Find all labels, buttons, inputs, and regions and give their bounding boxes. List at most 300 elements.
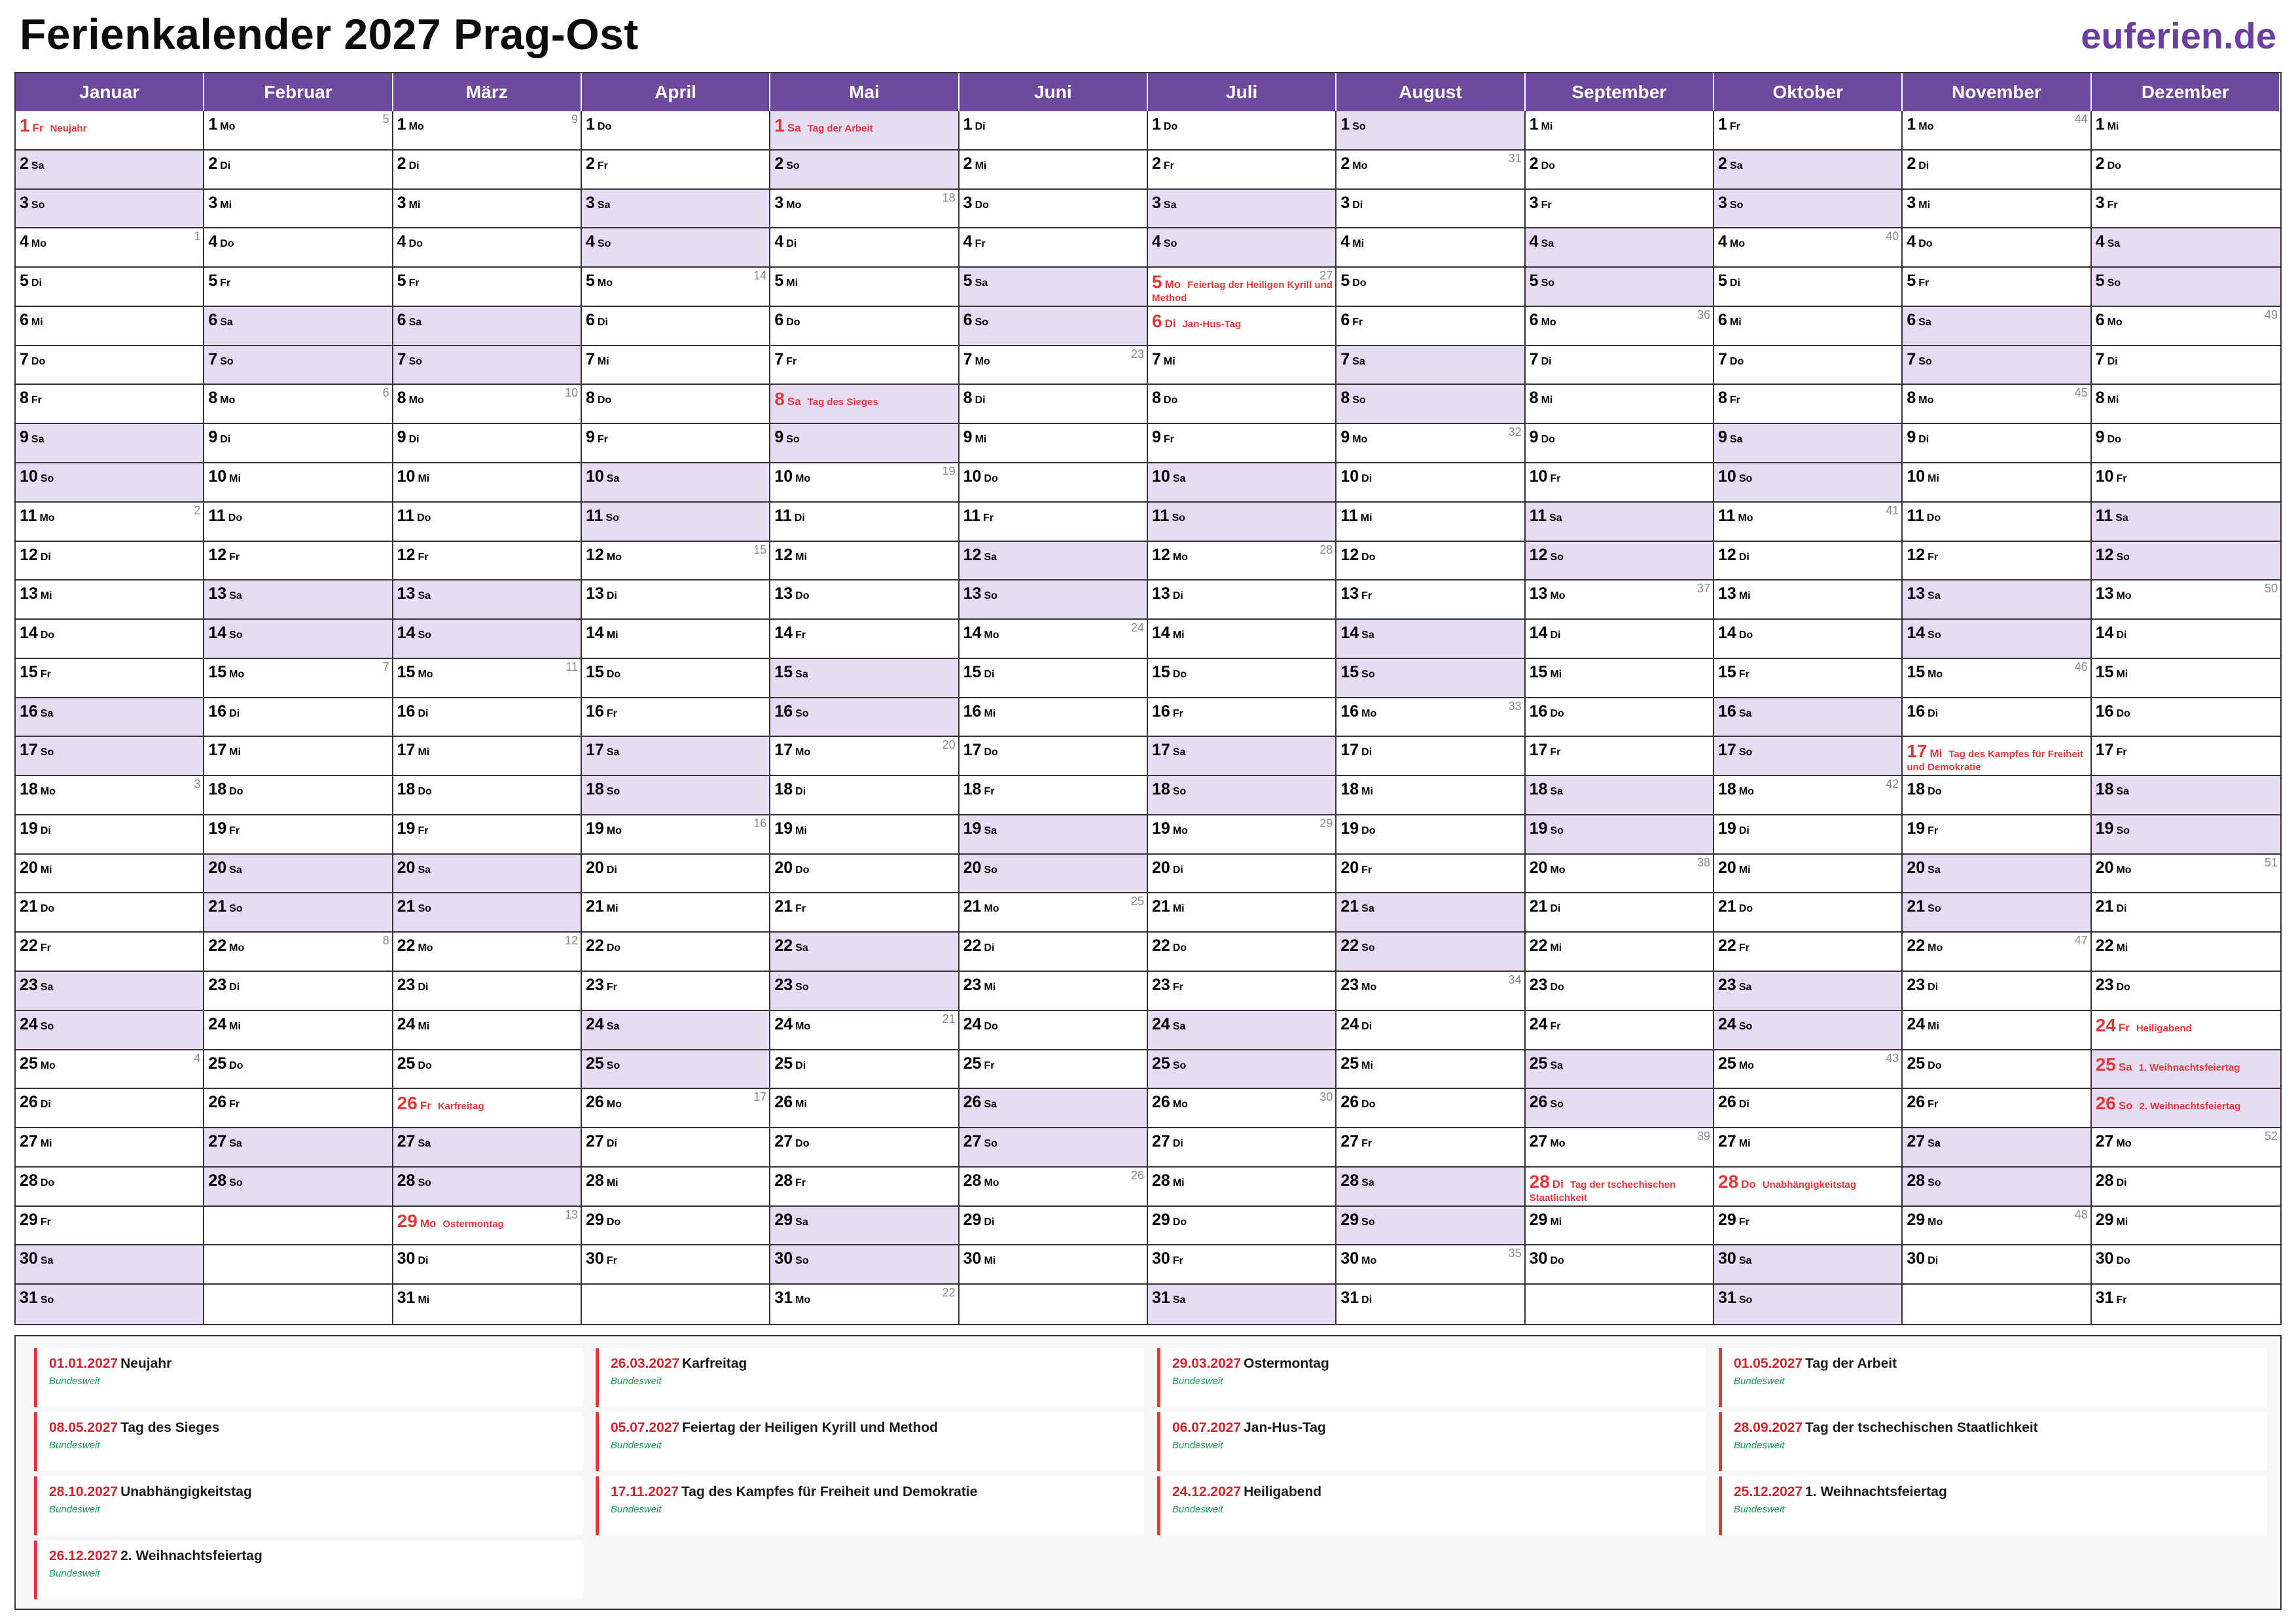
day-cell — [582, 190, 770, 229]
weekday-label: Do — [1928, 1060, 1942, 1071]
weekday-label: So — [2116, 825, 2130, 836]
weekday-label: Sa — [31, 434, 45, 446]
day-cell — [2092, 1168, 2280, 1207]
weekday-label: Mo — [1361, 1255, 1377, 1267]
day-number: 17 — [963, 741, 982, 760]
week-number: 12 — [564, 934, 578, 948]
day-cell — [1903, 190, 2091, 229]
day-cell — [1714, 1011, 1903, 1050]
month-header: Mai — [770, 73, 959, 111]
weekday-label: Fr — [1729, 395, 1740, 406]
day-cell — [1903, 1207, 2091, 1246]
weekday-label: Fr — [984, 786, 995, 798]
day-cell — [582, 228, 770, 268]
weekday-label: Do — [1550, 707, 1564, 719]
day-cell — [1526, 933, 1714, 972]
day-number: 3 — [586, 193, 595, 212]
day-number: 7 — [1718, 349, 1727, 368]
day-number: 13 — [20, 584, 38, 603]
day-cell — [16, 268, 204, 307]
day-number: 10 — [1340, 467, 1359, 486]
weekday-label: So — [1738, 1294, 1753, 1306]
weekday-label: Mi — [418, 747, 430, 758]
weekday-label: Fr — [2116, 1294, 2127, 1306]
day-cell — [393, 190, 582, 229]
day-cell — [582, 1089, 770, 1128]
weekday-label: Fr — [1361, 1138, 1372, 1150]
day-cell — [1336, 972, 1525, 1011]
day-cell — [582, 463, 770, 503]
weekday-label: Mo — [786, 199, 802, 211]
holiday-region: Bundesweit — [611, 1376, 662, 1387]
day-cell — [770, 893, 959, 933]
weekday-label: Mo — [40, 1060, 56, 1071]
day-number: 16 — [2095, 702, 2114, 721]
holiday-label: 2. Weihnachtsfeiertag — [2139, 1101, 2241, 1113]
holiday-name: Feiertag der Heiligen Kyrill und Method — [682, 1420, 938, 1435]
day-cell — [1526, 424, 1714, 463]
day-cell — [1903, 580, 2091, 620]
day-cell — [1336, 737, 1525, 776]
weekday-label: Mi — [418, 1020, 430, 1032]
weekday-label: Sa — [984, 551, 997, 563]
day-cell — [204, 620, 393, 659]
day-number: 30 — [397, 1249, 416, 1268]
day-cell — [1714, 190, 1903, 229]
day-number: 11 — [963, 506, 981, 525]
day-number: 8 — [1340, 389, 1350, 408]
day-cell — [960, 307, 1148, 346]
weekday-label: Mi — [984, 982, 996, 993]
weekday-label: Do — [417, 512, 431, 524]
day-cell — [582, 1128, 770, 1168]
day-number: 21 — [586, 897, 604, 916]
day-number: 3 — [208, 193, 218, 212]
weekday-label: Di — [1738, 551, 1749, 563]
day-number: 16 — [774, 702, 793, 721]
weekday-label: Do — [1918, 238, 1933, 250]
day-number: 22 — [963, 936, 982, 955]
weekday-label: Fr — [229, 825, 240, 836]
day-number: 16 — [1718, 702, 1736, 721]
weekday-label: Di — [220, 160, 231, 171]
week-number: 34 — [1508, 973, 1522, 987]
day-number: 8 — [208, 389, 218, 408]
day-number: 21 — [397, 897, 416, 916]
holiday-date: 25.12.2027 — [1734, 1484, 1803, 1499]
weekday-label: Mi — [795, 1099, 807, 1111]
day-number: 16 — [1152, 702, 1170, 721]
week-number: 1 — [194, 230, 201, 243]
day-cell — [204, 893, 393, 933]
weekday-label: Fr — [1918, 277, 1929, 289]
day-cell — [1714, 776, 1903, 815]
day-number: 29 — [963, 1210, 982, 1229]
brand-logo[interactable]: euferien.de — [2081, 15, 2276, 56]
day-number: 30 — [2095, 1249, 2114, 1268]
week-number: 39 — [1696, 1130, 1710, 1143]
day-number: 19 — [1907, 819, 1926, 838]
day-number: 6 — [1718, 310, 1727, 329]
weekday-label: Di — [408, 160, 420, 171]
weekday-label: Sa — [1928, 864, 1941, 876]
week-number: 17 — [753, 1090, 767, 1104]
day-cell — [1526, 151, 1714, 190]
weekday-label: Mo — [1928, 942, 1943, 954]
day-cell — [16, 111, 204, 151]
day-cell — [582, 580, 770, 620]
day-cell — [960, 151, 1148, 190]
weekday-label: Mo — [606, 1099, 622, 1111]
weekday-label: Sa — [1352, 355, 1365, 367]
day-cell — [582, 893, 770, 933]
day-cell — [770, 111, 959, 151]
holiday-region: Bundesweit — [1734, 1440, 1785, 1451]
weekday-label: Fr — [1550, 1020, 1561, 1032]
weekday-label: Mi — [1929, 747, 1943, 760]
week-number: 52 — [2264, 1130, 2278, 1143]
holiday-item — [596, 1348, 1144, 1407]
day-cell — [1714, 1050, 1903, 1090]
day-cell — [1336, 463, 1525, 503]
holiday-item — [34, 1412, 583, 1471]
day-number: 26 — [397, 1093, 418, 1114]
day-cell — [16, 503, 204, 542]
day-number: 19 — [1718, 819, 1736, 838]
day-number: 3 — [774, 193, 784, 212]
day-cell — [204, 972, 393, 1011]
day-number: 7 — [586, 349, 595, 368]
day-cell — [582, 659, 770, 698]
day-cell — [1903, 385, 2091, 424]
day-cell — [582, 111, 770, 151]
day-number: 27 — [1152, 1132, 1170, 1151]
day-cell — [393, 1207, 582, 1246]
day-number: 30 — [774, 1249, 793, 1268]
weekday-label: Do — [597, 121, 612, 132]
day-cell — [1903, 815, 2091, 855]
day-cell — [393, 737, 582, 776]
weekday-label: Fr — [795, 630, 806, 641]
day-cell — [1526, 1011, 1714, 1050]
day-cell — [1336, 307, 1525, 346]
day-cell — [960, 503, 1148, 542]
holiday-region: Bundesweit — [1172, 1376, 1223, 1387]
day-number: 16 — [1529, 702, 1548, 721]
day-cell — [204, 698, 393, 738]
weekday-label: So — [418, 1177, 431, 1188]
weekday-label: Di — [418, 1255, 429, 1267]
weekday-label: Mo — [1738, 512, 1753, 524]
day-number: 25 — [1907, 1054, 1926, 1073]
weekday-label: Do — [1163, 121, 1178, 132]
day-number: 4 — [586, 232, 595, 251]
day-number: 30 — [586, 1249, 604, 1268]
holiday-label: Ostermontag — [442, 1218, 504, 1230]
day-number: 22 — [397, 936, 416, 955]
day-number: 25 — [586, 1054, 604, 1073]
weekday-label: Fr — [597, 160, 608, 171]
weekday-label: Mo — [606, 825, 622, 836]
day-cell — [204, 346, 393, 385]
weekday-label: Mi — [418, 473, 430, 484]
day-number: 19 — [208, 819, 227, 838]
weekday-label: So — [1738, 1020, 1753, 1032]
day-number: 26 — [1529, 1093, 1548, 1112]
day-number: 26 — [20, 1093, 38, 1112]
weekday-label: So — [786, 434, 800, 446]
day-number: 5 — [1718, 272, 1727, 291]
weekday-label: So — [1352, 395, 1366, 406]
day-number: 14 — [397, 624, 416, 643]
empty-day-cell — [204, 1245, 393, 1285]
day-cell — [960, 815, 1148, 855]
holiday-date: 01.05.2027 — [1734, 1356, 1803, 1371]
day-cell — [582, 1050, 770, 1090]
holiday-name: Jan-Hus-Tag — [1244, 1420, 1326, 1435]
month-header: Dezember — [2092, 73, 2280, 111]
day-cell — [1148, 659, 1336, 698]
holiday-label: Heiligabend — [2136, 1022, 2192, 1034]
weekday-label: Di — [220, 434, 231, 446]
day-cell — [1714, 855, 1903, 894]
day-cell — [1148, 1011, 1336, 1050]
holiday-date: 08.05.2027 — [49, 1420, 118, 1435]
day-number: 24 — [397, 1014, 416, 1033]
weekday-label: Di — [40, 825, 51, 836]
day-cell — [1714, 228, 1903, 268]
day-cell — [204, 385, 393, 424]
day-number: 13 — [1152, 584, 1170, 603]
day-number: 9 — [1340, 428, 1350, 447]
day-cell — [1336, 698, 1525, 738]
day-number: 15 — [1529, 662, 1548, 681]
day-cell — [582, 972, 770, 1011]
day-cell — [960, 620, 1148, 659]
weekday-label: Mo — [39, 512, 55, 524]
day-cell — [204, 424, 393, 463]
weekday-label: Do — [40, 630, 55, 641]
day-cell — [204, 503, 393, 542]
weekday-label: So — [795, 1255, 809, 1267]
weekday-label: Di — [795, 786, 806, 798]
weekday-label: Mi — [1352, 238, 1365, 250]
day-number: 17 — [586, 741, 604, 760]
month-header: März — [393, 73, 582, 111]
day-cell — [582, 737, 770, 776]
day-cell — [770, 1050, 959, 1090]
weekday-label: So — [984, 864, 997, 876]
week-number: 41 — [1886, 503, 1899, 517]
weekday-label: Mo — [2116, 1138, 2132, 1150]
day-number: 24 — [2095, 1014, 2116, 1035]
holiday-label: Jan-Hus-Tag — [1182, 318, 1242, 330]
day-cell — [2092, 151, 2280, 190]
weekday-label: Sa — [418, 590, 431, 602]
day-number: 24 — [1718, 1014, 1736, 1033]
weekday-label: Mi — [229, 747, 241, 758]
day-number: 15 — [774, 662, 793, 681]
day-number: 25 — [774, 1054, 793, 1073]
day-number: 2 — [1340, 154, 1350, 173]
month-header: April — [582, 73, 770, 111]
day-cell — [1526, 1245, 1714, 1285]
day-cell — [2092, 503, 2280, 542]
weekday-label: Di — [31, 277, 42, 289]
day-cell — [1336, 776, 1525, 815]
weekday-label: So — [229, 1177, 243, 1188]
week-number: 30 — [1319, 1090, 1333, 1104]
weekday-label: So — [605, 512, 619, 524]
week-number: 5 — [382, 113, 389, 126]
weekday-label: Mo — [1361, 982, 1377, 993]
day-number: 25 — [2095, 1054, 2116, 1075]
weekday-label: Do — [1541, 160, 1555, 171]
day-cell — [1148, 151, 1336, 190]
day-cell — [1903, 659, 2091, 698]
day-number: 15 — [2095, 662, 2114, 681]
day-number: 31 — [2095, 1289, 2114, 1308]
day-cell — [770, 620, 959, 659]
day-number: 2 — [774, 154, 784, 173]
weekday-label: Mo — [1172, 825, 1188, 836]
day-number: 19 — [1340, 819, 1359, 838]
weekday-label: Do — [795, 1138, 810, 1150]
day-number: 14 — [774, 624, 793, 643]
weekday-label: Do — [1172, 668, 1187, 680]
day-cell — [16, 698, 204, 738]
day-cell — [393, 424, 582, 463]
day-cell — [960, 424, 1148, 463]
weekday-label: Mo — [220, 121, 236, 132]
day-number: 29 — [1907, 1210, 1926, 1229]
day-cell — [582, 815, 770, 855]
weekday-label: So — [1550, 825, 1564, 836]
weekday-label: So — [40, 1294, 54, 1306]
day-number: 2 — [397, 154, 406, 173]
weekday-label: Mo — [408, 121, 424, 132]
day-number: 15 — [963, 662, 982, 681]
day-cell — [393, 503, 582, 542]
holiday-label: Feiertag der Heiligen Kyrill und Method — [1152, 279, 1333, 304]
week-number: 42 — [1886, 777, 1899, 791]
weekday-label: Di — [794, 512, 805, 524]
day-cell — [582, 776, 770, 815]
day-number: 19 — [586, 819, 604, 838]
weekday-label: Do — [1550, 1255, 1564, 1267]
day-cell — [1526, 111, 1714, 151]
day-number: 8 — [586, 389, 595, 408]
day-cell — [1336, 1168, 1525, 1207]
weekday-label: Mi — [408, 199, 421, 211]
day-number: 7 — [1529, 349, 1539, 368]
weekday-label: So — [795, 707, 809, 719]
day-number: 22 — [2095, 936, 2114, 955]
day-number: 22 — [1152, 936, 1170, 955]
day-cell — [1148, 190, 1336, 229]
day-cell — [1714, 542, 1903, 581]
weekday-label: Di — [1729, 277, 1740, 289]
weekday-label: So — [975, 316, 989, 328]
day-number: 1 — [208, 115, 218, 134]
weekday-label: Fr — [1541, 199, 1552, 211]
day-number: 31 — [774, 1289, 793, 1308]
day-number: 23 — [397, 976, 416, 995]
day-number: 20 — [586, 858, 604, 877]
day-number: 31 — [1340, 1289, 1359, 1308]
day-cell — [2092, 1089, 2280, 1128]
day-cell — [16, 580, 204, 620]
weekday-label: Di — [1550, 630, 1561, 641]
weekday-label: Di — [984, 942, 995, 954]
day-number: 18 — [963, 780, 982, 799]
day-number: 22 — [774, 936, 793, 955]
day-number: 23 — [2095, 976, 2114, 995]
day-cell — [1714, 1089, 1903, 1128]
holiday-region: Bundesweit — [1172, 1440, 1223, 1451]
day-number: 3 — [1152, 193, 1161, 212]
weekday-label: Mi — [2116, 668, 2128, 680]
day-number: 25 — [397, 1054, 416, 1073]
weekday-label: Mo — [1928, 1216, 1943, 1228]
day-number: 30 — [1152, 1249, 1170, 1268]
weekday-label: Fr — [1361, 590, 1372, 602]
weekday-label: Mi — [984, 1255, 996, 1267]
day-cell — [960, 228, 1148, 268]
day-cell — [1526, 190, 1714, 229]
day-number: 17 — [1152, 741, 1170, 760]
day-cell — [1714, 893, 1903, 933]
day-number: 28 — [20, 1171, 38, 1190]
weekday-label: Sa — [40, 1255, 54, 1267]
weekday-label: Mo — [1738, 1060, 1754, 1071]
week-number: 45 — [2074, 386, 2088, 400]
year-calendar-grid — [14, 72, 2282, 1325]
day-number: 6 — [774, 310, 784, 329]
day-cell — [16, 659, 204, 698]
day-number: 5 — [586, 272, 595, 291]
day-cell — [582, 1207, 770, 1246]
holiday-item — [34, 1476, 583, 1535]
weekday-label: Do — [1729, 355, 1744, 367]
day-cell — [204, 815, 393, 855]
day-cell — [204, 463, 393, 503]
day-cell — [393, 151, 582, 190]
weekday-label: Do — [1550, 982, 1564, 993]
weekday-label: Fr — [984, 1060, 995, 1071]
day-number: 5 — [208, 272, 218, 291]
week-number: 10 — [564, 386, 578, 400]
day-cell — [1526, 737, 1714, 776]
week-number: 51 — [2264, 855, 2278, 869]
page-title: Ferienkalender 2027 Prag-Ost — [20, 10, 639, 58]
day-number: 10 — [1907, 467, 1926, 486]
day-number: 5 — [774, 272, 784, 291]
weekday-label: Sa — [229, 1138, 242, 1150]
day-number: 2 — [208, 154, 218, 173]
day-number: 6 — [1152, 310, 1162, 331]
holiday-item — [596, 1412, 1144, 1471]
weekday-label: Mo — [984, 1177, 999, 1188]
day-cell — [1336, 815, 1525, 855]
day-cell — [204, 659, 393, 698]
day-cell — [1148, 463, 1336, 503]
weekday-label: Sa — [1172, 473, 1186, 484]
day-cell — [2092, 1011, 2280, 1050]
day-number: 17 — [20, 741, 38, 760]
day-number: 1 — [1718, 115, 1727, 134]
day-cell — [770, 698, 959, 738]
